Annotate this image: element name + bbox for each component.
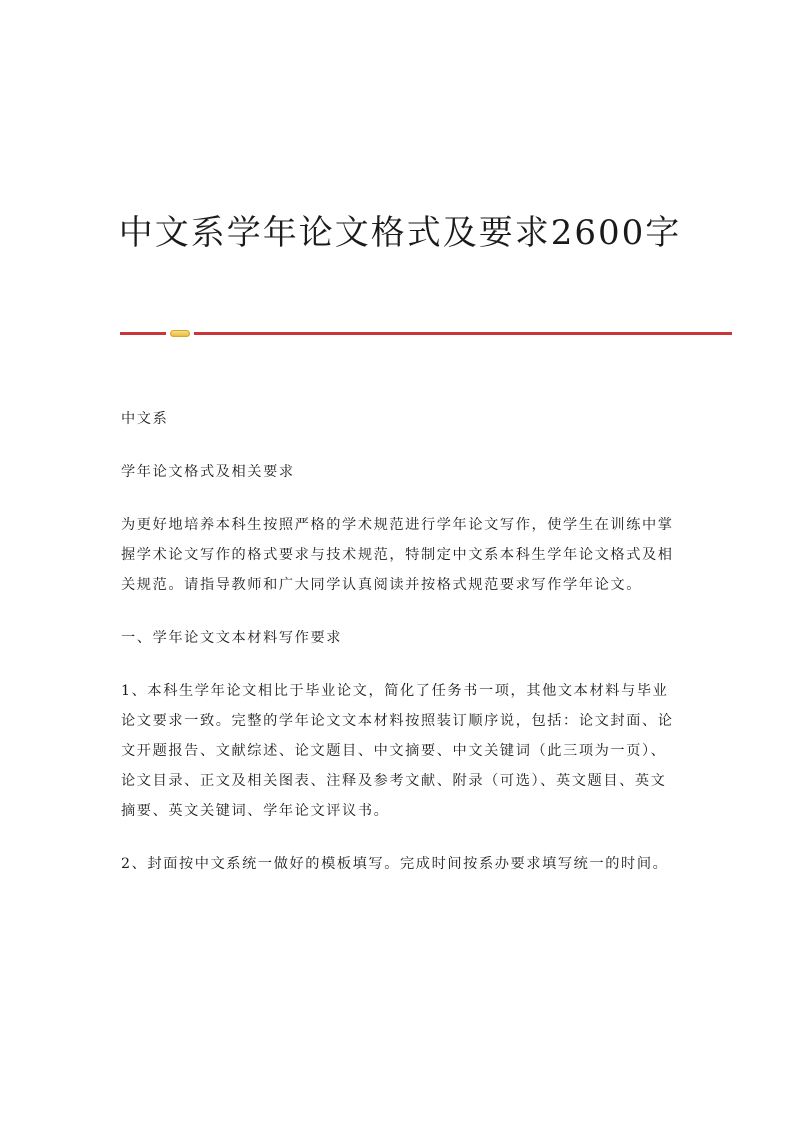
requirement-item-1: 1、本科生学年论文相比于毕业论文，简化了任务书一项，其他文本材料与毕业论文要求一致。完整的学年论文文本材料按照装订顺序说，包括：论文封面、论文开题报告、文献综述、论文题目、中文摘要、中文关键词（此三项为一页）、论文目录、正文及相关图表、注释及参考文献、附录（可选）、英文题目、英文摘要、英文关键词、学年论文评议书。 (121, 683, 674, 819)
department-name: 中文系 (121, 411, 169, 427)
subtitle: 学年论文格式及相关要求 (121, 464, 295, 480)
requirement-item-2: 2、封面按中文系统一做好的模板填写。完成时间按系办要求填写统一的时间。 (121, 856, 669, 872)
title-divider (120, 328, 732, 340)
document-body (121, 404, 681, 902)
document-title: 中文系学年论文格式及要求2600字 (118, 212, 682, 253)
divider-line-right (194, 332, 732, 335)
section-heading: 一、学年论文文本材料写作要求 (121, 630, 343, 646)
divider-ornament-icon (170, 330, 190, 337)
intro-paragraph: 为更好地培养本科生按照严格的学术规范进行学年论文写作，使学生在训练中掌握学术论文写作的格式要求与技术规范，特制定中文系本科生学年论文格式及相关规范。请指导教师和广大同学认真阅读并按格式规范要求写作学年论文。 (121, 517, 674, 593)
divider-line-left (120, 332, 166, 335)
